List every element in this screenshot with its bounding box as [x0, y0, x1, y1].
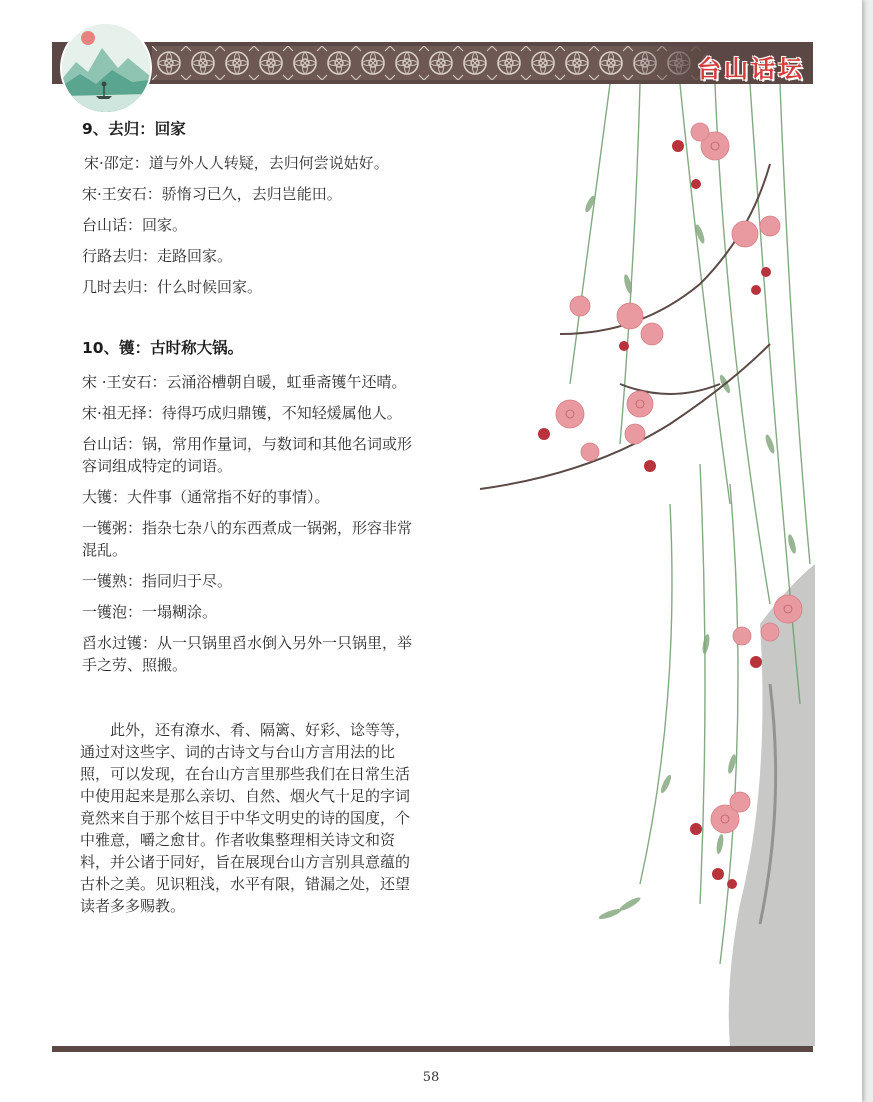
paragraph: 宋·祖无择：待得巧成归鼎镬，不知轻煖属他人。: [82, 404, 402, 422]
paragraph: 宋·邵定：道与外人人转疑，去归何尝说姑好。: [84, 154, 389, 172]
page-number: 58: [422, 1070, 440, 1085]
section-9: [82, 118, 417, 298]
paragraph: 一镬熟：指同归于尽。: [82, 572, 233, 590]
section-heading: 10、镬：古时称大锅。: [82, 339, 244, 357]
paragraph: 一镬粥：指杂七杂八的东西煮成一锅粥，形容非常混乱。: [82, 519, 413, 559]
willow-blossom-illustration: [470, 84, 815, 1046]
closing-paragraph: 此外，还有潦水、肴、隔篱、好彩、谂等等，通过对这些字、词的古诗文与台山方言用法的比照，可以发现，在台山方言里那些我们在日常生活中使用起来是那么亲切、自然、烟火气十足的字词竟然来自于那个炫目于中华文明史的诗的国度，个中雅意，嚼之愈甘。作者收集整理相关诗文和资料，并公诸于同好，旨在展现台山方言别具意蕴的古朴之美。见识粗浅，水平有限，错漏之处，还望读者多多赐教。: [80, 721, 411, 915]
footer-rule: [52, 1046, 813, 1052]
paragraph: 台山话：回家。: [82, 216, 188, 234]
header-banner: [52, 42, 813, 84]
landscape-emblem-icon: [60, 22, 152, 114]
section-10: [82, 337, 417, 676]
paragraph: 大镬：大件事（通常指不好的事情）。: [82, 488, 330, 506]
paragraph: 行路去归：走路回家。: [82, 247, 233, 265]
paragraph: 一镬泡：一塌糊涂。: [82, 603, 218, 621]
paragraph: 宋·王安石：骄惰习已久，去归岂能田。: [82, 185, 342, 203]
paragraph: 台山话：锅，常用作量词，与数词和其他名词或形容词组成特定的词语。: [82, 435, 413, 475]
paragraph: 宋 ·王安石：云涌浴槽朝自暖，虹垂斋镬午还晴。: [82, 373, 407, 391]
section-heading: 9、去归：回家: [82, 120, 186, 138]
paragraph: 舀水过镬：从一只锅里舀水倒入另外一只锅里，举手之劳、照搬。: [82, 634, 413, 674]
paragraph: 几时去归：什么时候回家。: [82, 278, 263, 296]
article-body: [82, 118, 417, 926]
ornament-pattern: [152, 46, 712, 80]
brand-title: 台山话坛: [697, 55, 805, 83]
